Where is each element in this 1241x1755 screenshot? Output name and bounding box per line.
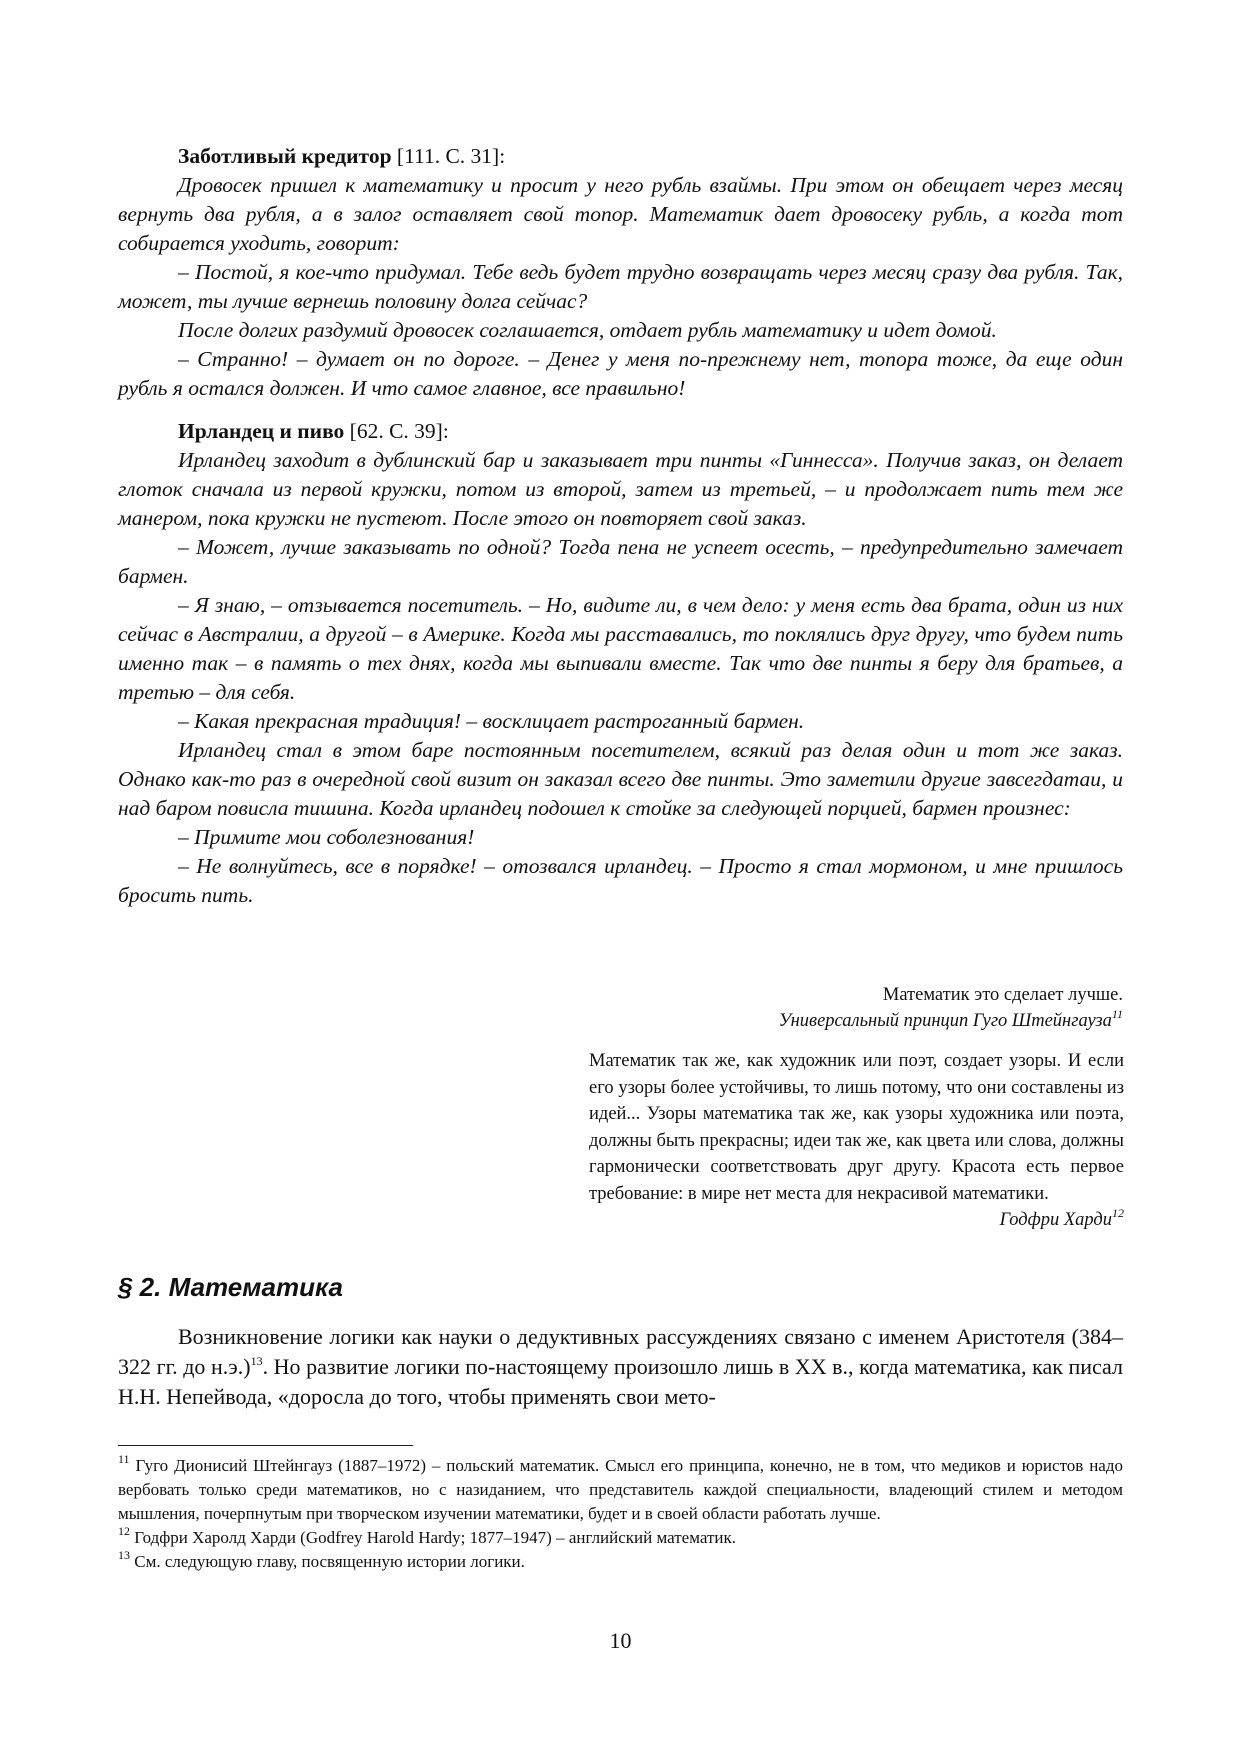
footnote-text: Годфри Харолд Харди (Godfrey Harold Hardy; 1877–1947) – английский математик. bbox=[130, 1528, 736, 1547]
footnote bbox=[118, 1550, 1123, 1574]
footnote-ref-12[interactable]: 12 bbox=[1112, 1205, 1124, 1220]
footnote-text: Гуго Дионисий Штейнгауз (1887–1972) – польский математик. Смысл его принципа, конечно, не в том, что медиков и юристов надо вербовать только среди математиков, но с назиданием, что представитель каждой специальности, владеющий стилем и методом мышления, почерпнутым при творческом изучении математики, будет и в своей области работать лучше. bbox=[118, 1456, 1123, 1523]
story1-paragraph: После долгих раздумий дровосек соглашается, отдает рубль математику и идет домой. bbox=[178, 318, 997, 342]
epigraph-hardy-author: Годфри Харди bbox=[999, 1210, 1112, 1230]
story2-heading bbox=[118, 417, 1123, 446]
footnote-number: 12 bbox=[118, 1524, 130, 1539]
section-text-b: . Но развитие логики по-настоящему произошло лишь в XX в., когда математика, как писал Н.Н. Непейвода, «доросла до того, чтобы применять свои мето- bbox=[118, 1354, 1123, 1409]
story2-paragraph: Ирландец стал в этом баре постоянным посетителем, всякий раз делая один и тот же заказ. Однако как-то раз в очередной свой визит он заказал всего две пинты. Это заметили другие завсегдатаи, и над баром повисла тишина. Когда ирландец подошел к стойке за следующей порцией, бармен произнес: bbox=[118, 738, 1123, 820]
story1-paragraph: – Странно! – думает он по дороге. – Денег у меня по-прежнему нет, топора тоже, да еще один рубль я остался должен. И что самое главное, все правильно! bbox=[118, 347, 1123, 400]
footnote bbox=[118, 1454, 1123, 1526]
footnote-number: 13 bbox=[118, 1548, 130, 1563]
footnote-ref-13[interactable]: 13 bbox=[250, 1353, 263, 1368]
story1-heading bbox=[118, 142, 1123, 171]
story2-paragraph: – Примите мои соболезнования! bbox=[178, 825, 475, 849]
footnote-ref-11[interactable]: 11 bbox=[1111, 1006, 1123, 1021]
story1-paragraph: Дровосек пришел к математику и просит у него рубль взаймы. При этом он обещает через месяц вернуть два рубля, а в залог оставляет свой топор. Математик дает дровосеку рубль, а когда тот собирается уходить, говорит: bbox=[118, 173, 1123, 255]
story1-title: Заботливый кредитор bbox=[178, 144, 392, 168]
epigraph-steinhaus-text: Математик это сделает лучше. bbox=[882, 985, 1123, 1005]
epigraph-hardy bbox=[589, 1048, 1124, 1234]
epigraph-steinhaus-author: Универсальный принцип Гуго Штейнгауза bbox=[778, 1011, 1112, 1031]
epigraph-steinhaus bbox=[523, 982, 1123, 1034]
story1-ref: [111. С. 31]: bbox=[391, 144, 506, 168]
story2-paragraph: – Может, лучше заказывать по одной? Тогда пена не успеет осесть, – предупредительно замечает бармен. bbox=[118, 535, 1123, 588]
footnote-text: См. следующую главу, посвященную истории логики. bbox=[130, 1552, 525, 1571]
story2-paragraph: – Я знаю, – отзывается посетитель. – Но, видите ли, в чем дело: у меня есть два брата, один из них сейчас в Австралии, а другой – в Америке. Когда мы расставались, то поклялись друг другу, что будем пить именно так – в память о тех днях, когда мы выпивали вместе. Так что две пинты я беру для братьев, а третью – для себя. bbox=[118, 593, 1123, 704]
story2-ref: [62. С. 39]: bbox=[344, 419, 449, 443]
section-paragraph bbox=[118, 1322, 1123, 1412]
section-title: § 2. Математика bbox=[118, 1272, 343, 1302]
epigraph-steinhaus-author-line bbox=[523, 1008, 1123, 1034]
section-text-a: Возникновение логики как науки о дедуктивных рассуждениях связано с именем Аристотеля (384–322 гг. до н.э.) bbox=[118, 1324, 1123, 1379]
footnote-number: 11 bbox=[118, 1452, 130, 1467]
story1-paragraph: – Постой, я кое-что придумал. Тебе ведь будет трудно возвращать через месяц сразу два рубля. Так, может, ты лучше вернешь половину долга сейчас? bbox=[118, 260, 1123, 313]
story2-paragraph: – Какая прекрасная традиция! – восклицает растроганный бармен. bbox=[178, 709, 805, 733]
footnote-divider bbox=[118, 1445, 413, 1446]
story2-title: Ирландец и пиво bbox=[178, 419, 345, 443]
footnote bbox=[118, 1526, 1123, 1550]
epigraph-hardy-author-line bbox=[589, 1207, 1124, 1234]
footnotes bbox=[118, 1454, 1123, 1574]
main-text bbox=[118, 142, 1123, 910]
story2-paragraph: Ирландец заходит в дублинский бар и заказывает три пинты «Гиннесса». Получив заказ, он делает глоток сначала из первой кружки, потом из второй, затем из третьей, – и продолжает пить тем же манером, пока кружки не пустеют. После этого он повторяет свой заказ. bbox=[118, 448, 1123, 530]
story2-paragraph: – Не волнуйтесь, все в порядке! – отозвался ирландец. – Просто я стал мормоном, и мне пришлось бросить пить. bbox=[118, 854, 1123, 907]
page-number: 10 bbox=[609, 1628, 632, 1653]
epigraph-hardy-text: Математик так же, как художник или поэт, создает узоры. И если его узоры более устойчивы, то лишь потому, что они составлены из идей... Узоры математика так же, как узоры художника или поэта, должны быть прекрасны; идеи так же, как цвета или слова, должны гармонически соответствовать друг другу. Красота есть первое требование: в мире нет места для некрасивой математики. bbox=[589, 1051, 1124, 1204]
